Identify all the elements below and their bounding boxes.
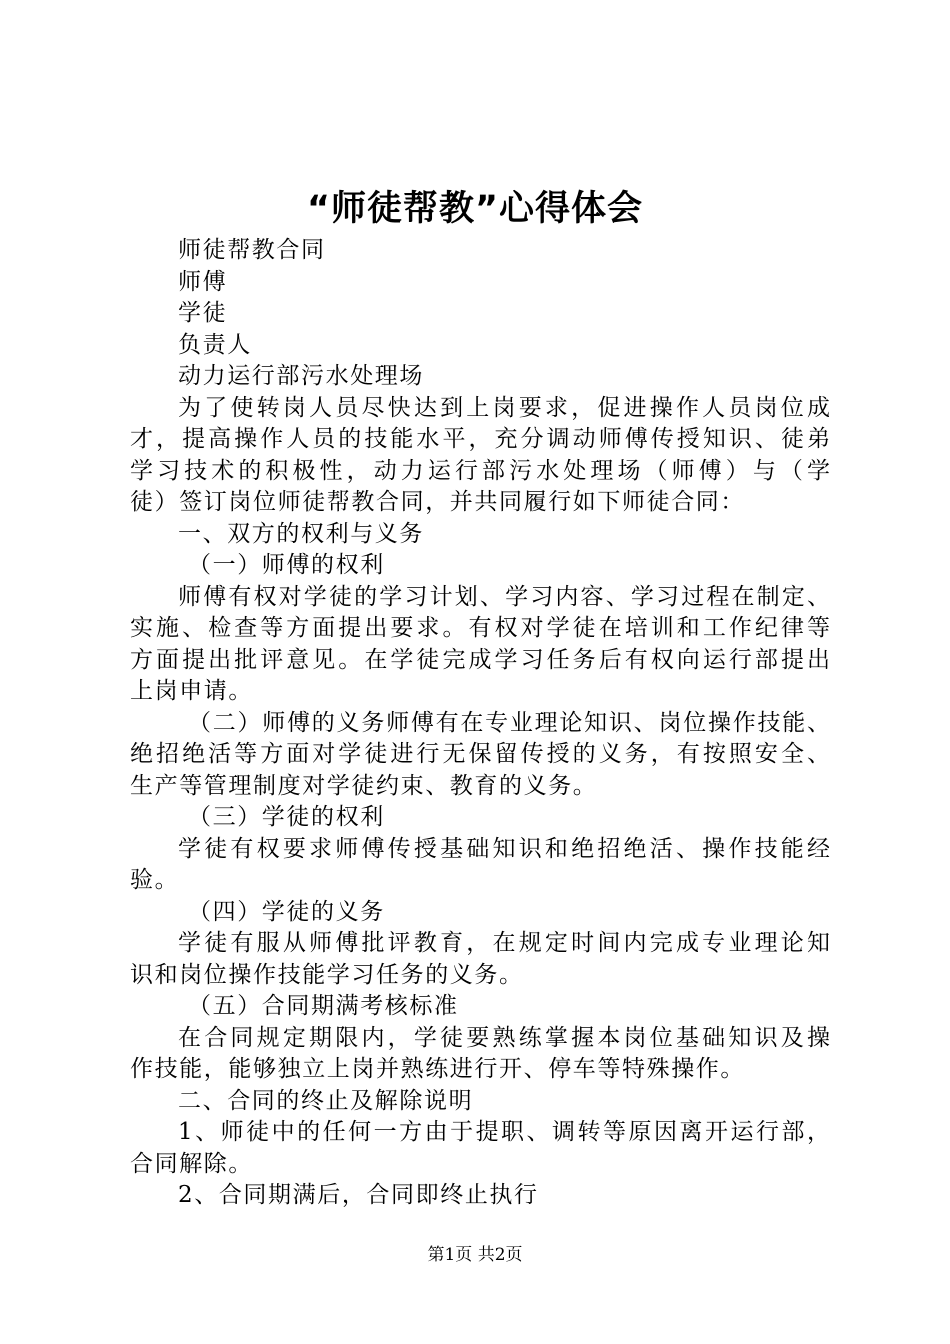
paragraph-line: 2、合同期满后，合同即终止执行: [178, 1182, 539, 1208]
paragraph-line: 绝招绝活等方面对学徒进行无保留传授的义务，有按照安全、: [130, 741, 830, 767]
subsection-heading: （三）学徒的权利: [188, 804, 385, 830]
section-heading: 一、双方的权利与义务: [178, 520, 424, 547]
subsection-heading: （四）学徒的义务: [188, 898, 385, 925]
field-label-master: 师傅: [178, 268, 228, 295]
paragraph-line: （二）师傅的义务师傅有在专业理论知识、岗位操作技能、: [188, 709, 830, 736]
section-heading: 二、合同的终止及解除说明: [178, 1087, 474, 1114]
paragraph-line: 识和岗位操作技能学习任务的义务。: [130, 961, 524, 988]
paragraph-line: 上岗申请。: [130, 678, 253, 704]
paragraph-line: 方面提出批评意见。在学徒完成学习任务后有权向运行部提出: [130, 646, 830, 673]
paragraph-line: 1、师徒中的任何一方由于提职、调转等原因离开运行部，: [178, 1119, 830, 1145]
paragraph-line: 合同解除。: [130, 1150, 253, 1177]
document-body: [130, 235, 830, 1212]
paragraph-line: 徒）签订岗位师徒帮教合同，并共同履行如下师徒合同：: [130, 489, 745, 515]
paragraph-line: 学徒有权要求师傅传授基础知识和绝招绝活、操作技能经: [178, 835, 830, 862]
contract-heading: 师徒帮教合同: [178, 237, 326, 263]
paragraph-line: 学徒有服从师傅批评教育，在规定时间内完成专业理论知: [178, 930, 830, 956]
paragraph-line: 生产等管理制度对学徒约束、教育的义务。: [130, 772, 598, 799]
paragraph-line: 才，提高操作人员的技能水平，充分调动师傅传授知识、徒弟: [130, 426, 830, 452]
paragraph-line: 验。: [130, 867, 180, 893]
field-label-department: 动力运行部污水处理场: [178, 363, 424, 389]
subsection-heading: （一）师傅的权利: [188, 552, 385, 578]
paragraph-line: 为了使转岗人员尽快达到上岗要求，促进操作人员岗位成: [178, 394, 830, 421]
paragraph-line: 作技能，能够独立上岗并熟练进行开、停车等特殊操作。: [130, 1056, 745, 1082]
document-title: “师徒帮教”心得体会: [306, 189, 643, 229]
paragraph-line: 师傅有权对学徒的学习计划、学习内容、学习过程在制定、: [178, 583, 830, 610]
page-footer: 第1页 共2页: [427, 1245, 523, 1265]
field-label-responsible: 负责人: [178, 331, 252, 358]
subsection-heading: （五）合同期满考核标准: [188, 993, 459, 1019]
paragraph-line: 实施、检查等方面提出要求。有权对学徒在培训和工作纪律等: [130, 615, 830, 641]
field-label-apprentice: 学徒: [178, 300, 228, 326]
paragraph-line: 学习技术的积极性，动力运行部污水处理场（师傅）与（学: [130, 457, 830, 484]
paragraph-line: 在合同规定期限内，学徒要熟练掌握本岗位基础知识及操: [178, 1024, 830, 1051]
